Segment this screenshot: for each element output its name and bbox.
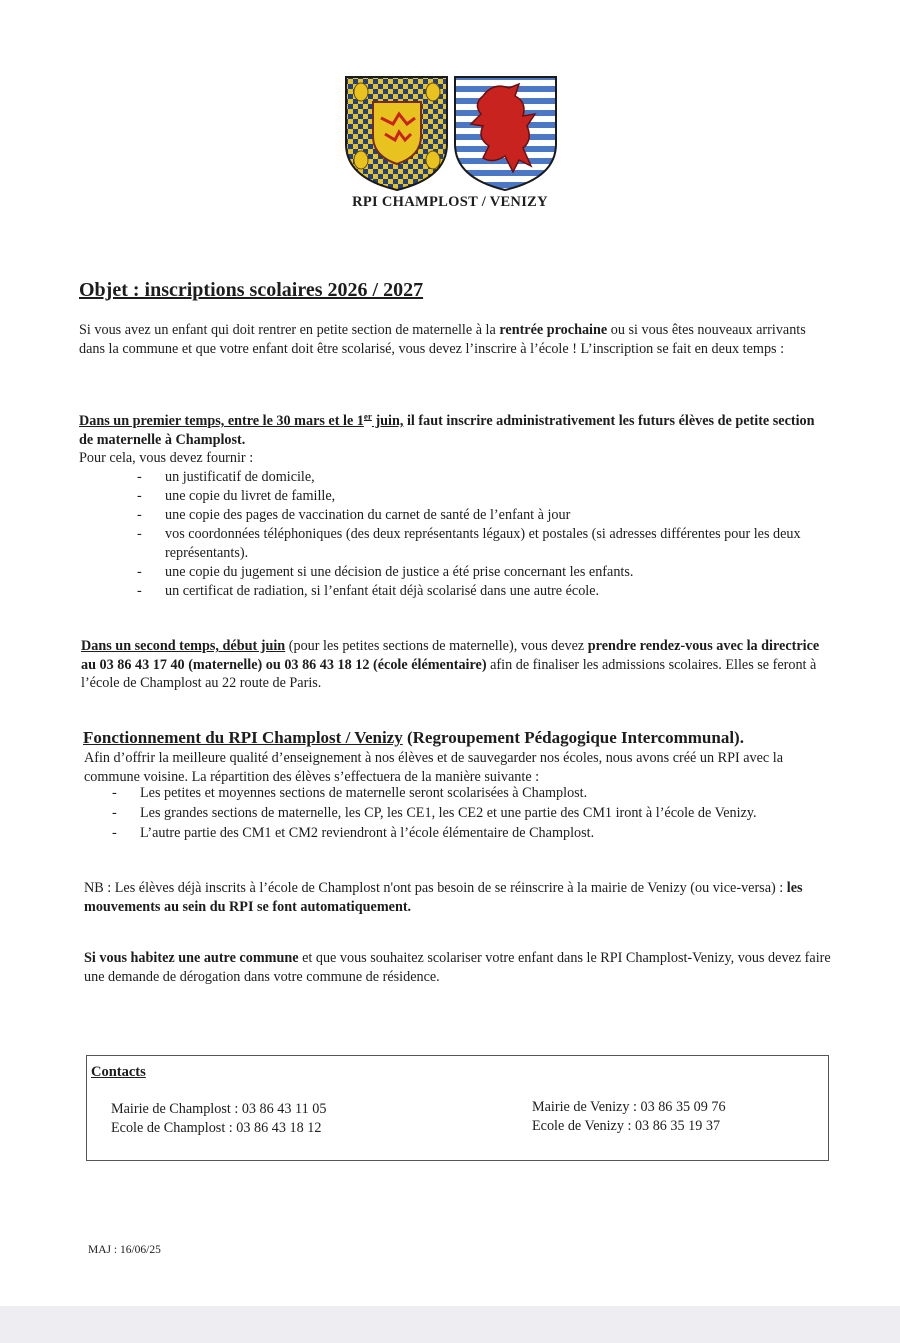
list-item: [137, 506, 837, 525]
rpi-intro: Afin d’offrir la meilleure qualité d’enseignement à nos élèves et de sauvegarder nos écoles, nous avons créé un RPI avec la commune voisine. La répartition des élèves s’effectuera de la manière suivante :: [84, 750, 784, 785]
list-item: [137, 468, 837, 487]
step1-lead: Pour cela, vous devez fournir :: [79, 450, 254, 466]
list-item-text: Les grandes sections de maternelle, les CP, les CE1, les CE2 et une partie des CM1 iront à l’école de Venizy.: [140, 805, 757, 821]
list-item-text: une copie du livret de famille,: [165, 488, 336, 504]
contact-line: Ecole de Champlost : 03 86 43 18 12: [111, 1120, 322, 1136]
list-item: [112, 783, 832, 803]
org-name: RPI CHAMPLOST / VENIZY: [352, 194, 548, 210]
update-date: MAJ : 16/06/25: [88, 1244, 161, 1256]
step2-text-1: (pour les petites sections de maternelle), vous devez: [285, 638, 588, 654]
contact-line: Ecole de Venizy : 03 86 35 19 37: [532, 1118, 721, 1134]
list-item-text: un certificat de radiation, si l’enfant était déjà scolarisé dans une autre école.: [165, 583, 600, 599]
dash-marker: -: [112, 805, 117, 821]
dash-marker: -: [112, 785, 117, 801]
contact-line: Mairie de Venizy : 03 86 35 09 76: [532, 1099, 726, 1115]
bottom-strip: [0, 1306, 900, 1343]
nb-text: NB : Les élèves déjà inscrits à l’école de Champlost n'ont pas besoin de se réinscrire à la mairie de Venizy (ou vice-versa) :: [84, 880, 787, 896]
dash-marker: -: [137, 526, 142, 542]
dash-marker: -: [137, 564, 142, 580]
step2-text-2: afin de finaliser les admissions scolaires. Elles se feront à l’école de Champlost au 22 route de Paris.: [81, 656, 817, 691]
contact-line: Mairie de Champlost : 03 86 43 11 05: [111, 1101, 327, 1117]
required-documents-list: [137, 468, 837, 601]
step1-date-a: Dans un premier temps, entre le 30 mars et le 1: [79, 413, 364, 429]
dash-marker: -: [137, 469, 142, 485]
rpi-distribution-list: [112, 783, 832, 843]
step1-paragraph: [79, 412, 829, 468]
rpi-title-rest: (Regroupement Pédagogique Intercommunal).: [402, 728, 744, 747]
list-item-text: un justificatif de domicile,: [165, 469, 315, 485]
step1-instruction: il faut inscrire administrativement les futurs élèves de petite section de maternelle à Champlost.: [79, 413, 815, 448]
intro-paragraph: [79, 321, 827, 358]
step2-appointment: prendre rendez-vous avec la directrice au 03 86 43 17 40 (maternelle) ou 03 86 43 18 12 (école élémentaire): [81, 638, 820, 673]
list-item-text: L’autre partie des CM1 et CM2 reviendront à l’école élémentaire de Champlost.: [140, 825, 595, 841]
contacts-box: [86, 1055, 829, 1161]
step1-date-sup: er: [363, 411, 372, 422]
list-item-text: une copie du jugement si une décision de justice a été prise concernant les enfants.: [165, 564, 634, 580]
contacts-venizy: [532, 1098, 726, 1136]
list-item-text: Les petites et moyennes sections de maternelle seront scolarisées à Champlost.: [140, 785, 588, 801]
list-item: [137, 487, 837, 506]
list-item-text: une copie des pages de vaccination du carnet de santé de l’enfant à jour: [165, 507, 571, 523]
nb-paragraph: [84, 879, 834, 916]
step2-date: Dans un second temps, début juin: [81, 638, 286, 654]
derogation-paragraph: [84, 949, 832, 986]
rpi-section-title: [83, 728, 744, 748]
nb-emphasis: les mouvements au sein du RPI se font automatiquement.: [84, 880, 803, 915]
intro-emphasis: rentrée prochaine: [499, 322, 608, 338]
list-item-text: vos coordonnées téléphoniques (des deux représentants légaux) et postales (si adresses différentes pour les deux représentants).: [165, 526, 801, 561]
step2-paragraph: [81, 637, 831, 693]
derogation-text: et que vous souhaitez scolariser votre enfant dans le RPI Champlost-Venizy, vous devez faire une demande de dérogation dans votre commune de résidence.: [84, 950, 831, 985]
list-item: [137, 563, 837, 582]
coats-of-arms-logo: [343, 74, 559, 194]
dash-marker: -: [137, 507, 142, 523]
rpi-title-underlined: Fonctionnement du RPI Champlost / Venizy: [83, 728, 403, 747]
step1-date-b: juin,: [371, 413, 404, 429]
list-item: [112, 803, 832, 823]
list-item: [137, 525, 837, 563]
contacts-title: Contacts: [91, 1064, 146, 1080]
list-item: [112, 823, 832, 843]
document-subject: Objet : inscriptions scolaires 2026 / 2027: [79, 279, 424, 301]
dash-marker: -: [112, 825, 117, 841]
derogation-emphasis: Si vous habitez une autre commune: [84, 950, 299, 966]
contacts-champlost: [111, 1100, 326, 1138]
list-item: [137, 582, 837, 601]
intro-text-1: Si vous avez un enfant qui doit rentrer en petite section de maternelle à la: [79, 322, 500, 338]
intro-text-2: ou si vous êtes nouveaux arrivants dans la commune et que votre enfant doit être scolarisé, vous devez l’inscrire à l’école ! L’inscription se fait en deux temps :: [79, 322, 806, 357]
dash-marker: -: [137, 583, 142, 599]
dash-marker: -: [137, 488, 142, 504]
